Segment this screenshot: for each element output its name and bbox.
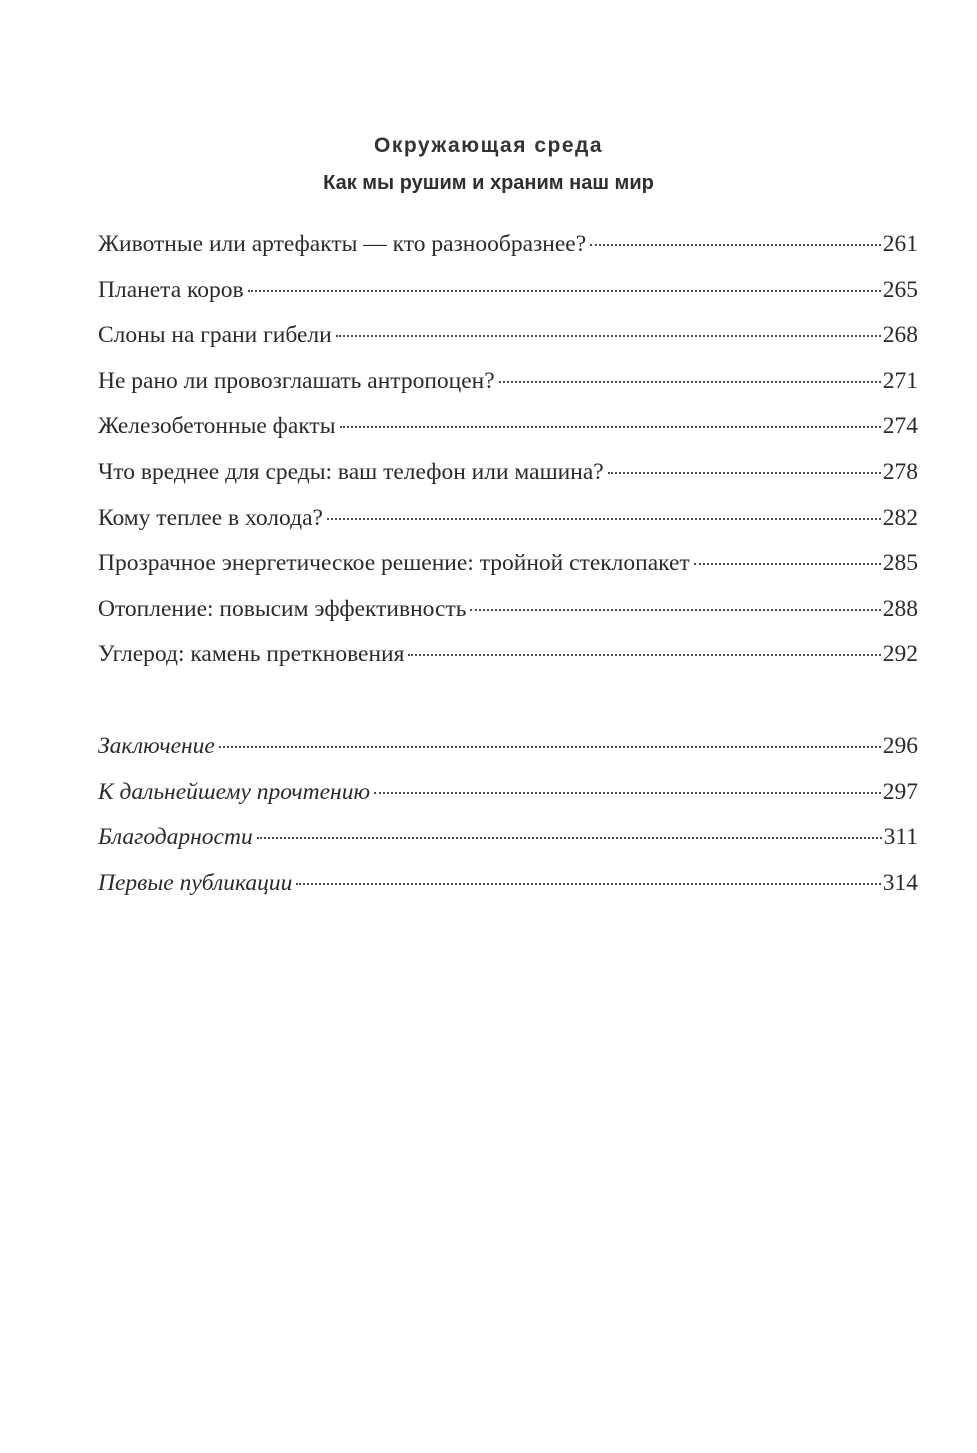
- back-matter-list: [98, 724, 918, 906]
- toc-entry: [98, 496, 918, 542]
- toc-entry: [98, 632, 918, 678]
- back-matter-page: 314: [882, 869, 918, 896]
- toc-entry-page: 261: [882, 231, 918, 257]
- table-of-contents: [98, 222, 918, 678]
- dot-leader: [340, 426, 881, 428]
- dot-leader: [296, 883, 880, 885]
- toc-entry-title: Прозрачное энергетическое решение: тройной стеклопакет: [98, 550, 690, 577]
- toc-entry: [98, 450, 918, 496]
- dot-leader: [336, 335, 881, 337]
- toc-entry-title: Отопление: повысим эффективность: [98, 595, 467, 622]
- toc-entry-page: 288: [882, 595, 918, 622]
- section-subtitle: Как мы рушим и храним наш мир: [323, 172, 654, 194]
- toc-entry-title: Слоны на грани гибели: [98, 322, 332, 349]
- toc-entry: [98, 541, 918, 587]
- back-matter-entry: [98, 724, 918, 770]
- dot-leader: [694, 563, 881, 565]
- back-matter-page: 311: [883, 824, 918, 851]
- toc-entry: [98, 404, 918, 450]
- back-matter-title: Заключение: [98, 733, 215, 759]
- toc-entry-page: 278: [882, 458, 918, 485]
- dot-leader: [590, 244, 881, 246]
- toc-entry-page: 265: [882, 276, 918, 303]
- section-title: Окружающая среда: [373, 134, 604, 157]
- toc-entry-title: Что вреднее для среды: ваш телефон или машина?: [98, 458, 604, 485]
- toc-entry-page: 274: [882, 413, 918, 440]
- dot-leader: [470, 609, 880, 611]
- dot-leader: [257, 837, 882, 839]
- dot-leader: [219, 746, 881, 748]
- dot-leader: [499, 381, 881, 383]
- toc-entry-title: Планета коров: [98, 276, 244, 303]
- toc-entry: [98, 222, 918, 268]
- back-matter-title: К дальнейшему прочтению: [98, 778, 371, 805]
- toc-entry-page: 268: [882, 322, 918, 349]
- toc-entry-title: Не рано ли провозглашать антропоцен?: [98, 367, 495, 394]
- toc-entry: [98, 313, 918, 359]
- back-matter-page: 296: [882, 733, 918, 759]
- toc-entry-title: Кому теплее в холода?: [98, 504, 323, 531]
- back-matter-page: 297: [882, 778, 918, 805]
- dot-leader: [608, 472, 881, 474]
- toc-entry: [98, 268, 918, 314]
- toc-entry-page: 292: [882, 641, 918, 668]
- toc-entry-page: 282: [882, 504, 918, 531]
- dot-leader: [408, 654, 880, 656]
- back-matter-title: Благодарности: [98, 824, 253, 851]
- back-matter-entry: [98, 815, 918, 861]
- dot-leader: [248, 290, 881, 292]
- dot-leader: [374, 792, 881, 794]
- dot-leader: [327, 518, 881, 520]
- toc-entry-title: Животные или артефакты — кто разнообразнее?: [98, 231, 587, 257]
- back-matter-title: Первые публикации: [98, 869, 293, 896]
- toc-entry: [98, 587, 918, 633]
- toc-entry-title: Углерод: камень преткновения: [98, 641, 405, 668]
- toc-entry: [98, 359, 918, 405]
- toc-entry-page: 271: [882, 367, 918, 394]
- back-matter-entry: [98, 770, 918, 816]
- toc-entry-title: Железобетонные факты: [98, 413, 336, 440]
- back-matter-entry: [98, 861, 918, 907]
- toc-entry-page: 285: [882, 550, 918, 577]
